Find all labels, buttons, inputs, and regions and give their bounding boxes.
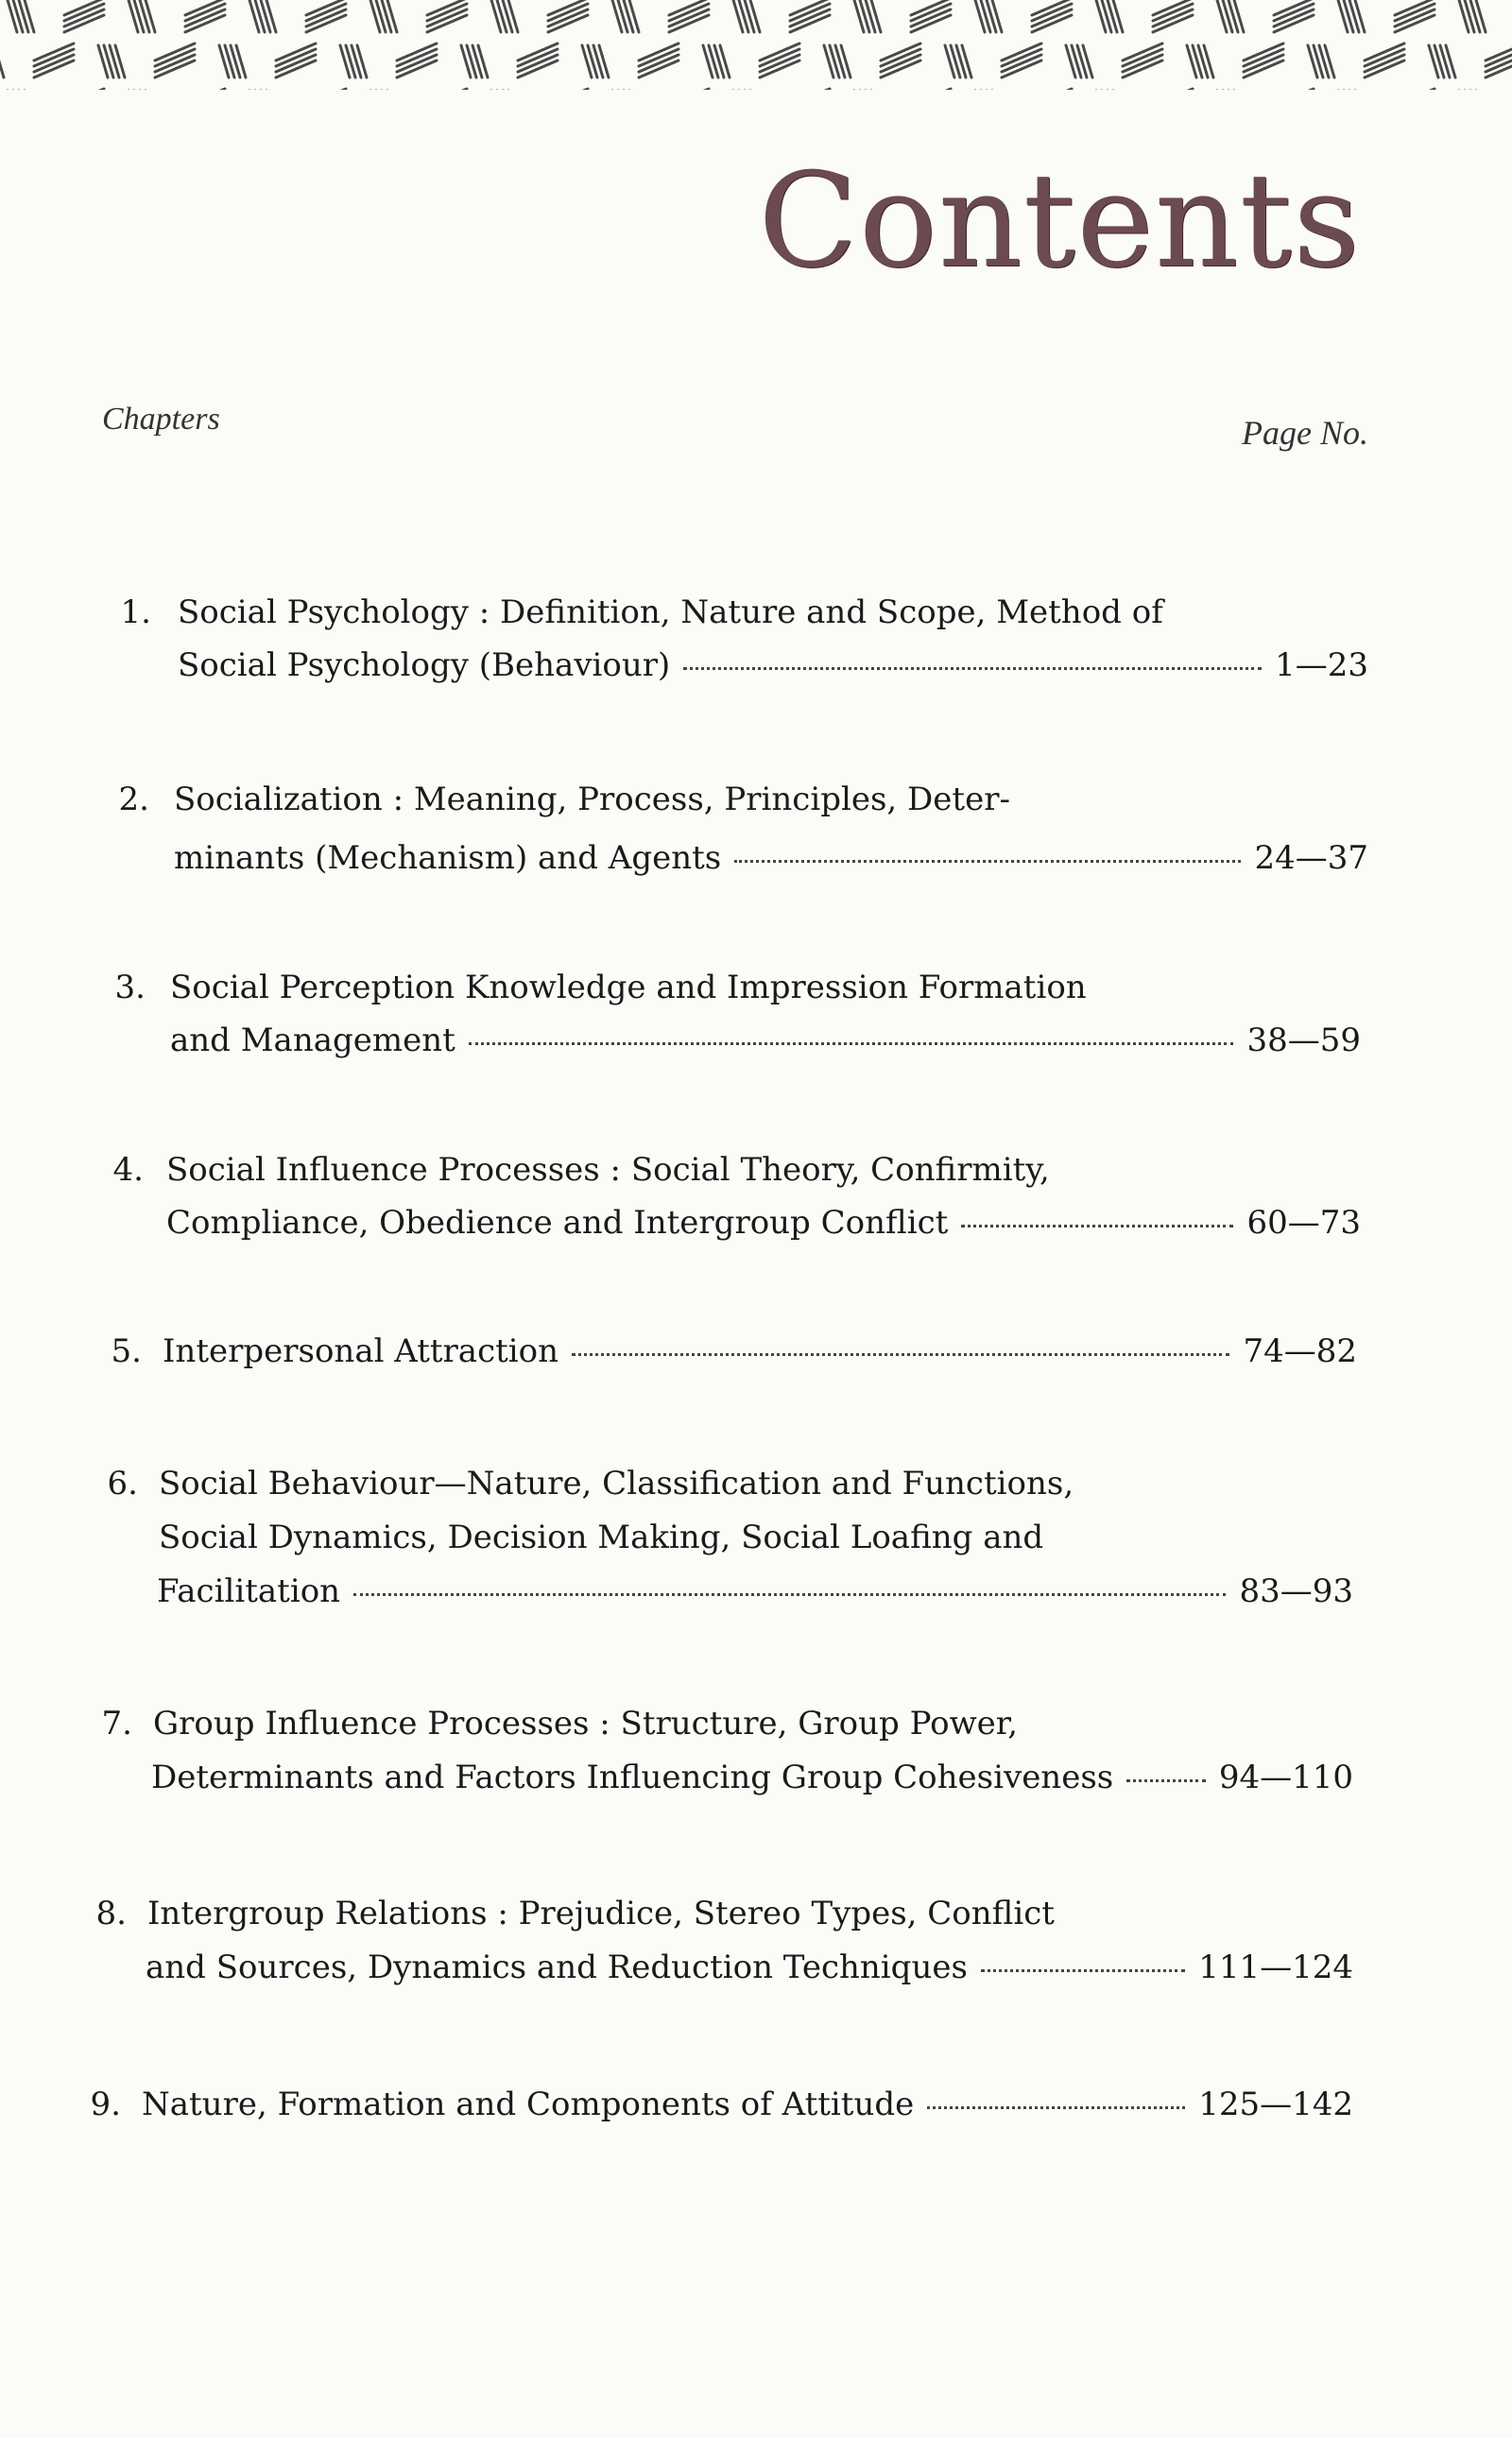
chapter-number: 8. [95,1895,127,1932]
page-range: 24—37 [1254,839,1368,877]
dot-leader [927,2106,1185,2109]
chapter-number: 2. [118,781,149,818]
chapter-title-line: minants (Mechanism) and Agents [174,839,722,877]
chapter-number: 4. [112,1151,144,1189]
chapter-title-line: Group Influence Processes : Structure, Group Power, [153,1705,1019,1743]
chapter-number: 1. [120,593,151,631]
chapter-number: 6. [107,1465,138,1502]
chapter-title-line: Compliance, Obedience and Intergroup Conflict [166,1204,949,1242]
dot-leader [1126,1779,1206,1782]
chapter-title-line: Socialization : Meaning, Process, Principles, Deter- [174,781,1010,818]
chapter-title-line: and Management [170,1022,455,1059]
chapter-title-line: Social Influence Processes : Social Theory, Confirmity, [166,1151,1050,1189]
chapter-title-line: Social Perception Knowledge and Impression Formation [170,969,1087,1006]
page-range: 83—93 [1239,1572,1353,1610]
dot-leader [981,1969,1185,1972]
chapter-number: 3. [114,969,146,1006]
chapter-title-line: Interpersonal Attraction [163,1332,559,1370]
chapter-number: 5. [111,1332,142,1370]
page-range: 38—59 [1246,1022,1361,1059]
page-range: 125—142 [1198,2086,1353,2123]
dot-leader [469,1042,1234,1045]
dot-leader [683,667,1262,670]
dot-leader [353,1593,1226,1596]
dot-leader [734,860,1241,863]
chapter-title-line: Intergroup Relations : Prejudice, Stereo Types, Conflict [147,1895,1055,1932]
chapter-title-line: Social Dynamics, Decision Making, Social Loafing and [159,1519,1044,1556]
dot-leader [572,1353,1229,1356]
dot-leader [961,1225,1233,1228]
page-range: 94—110 [1218,1759,1353,1796]
chapter-number: 9. [90,2086,121,2123]
chapter-title-line: and Sources, Dynamics and Reduction Techniques [146,1949,968,1986]
chapter-title-line: Social Psychology (Behaviour) [178,646,671,684]
chapter-title-line: Facilitation [157,1572,341,1610]
chapter-number: 7. [101,1705,132,1743]
chapter-title-line: Determinants and Factors Influencing Group Cohesiveness [151,1759,1114,1796]
page-range: 1—23 [1275,646,1368,684]
chapter-title-line: Social Behaviour—Nature, Classification and Functions, [159,1465,1074,1502]
decorative-hatch-banner [0,0,1512,142]
chapters-column-label: Chapters [102,402,220,437]
chapter-title-line: Nature, Formation and Components of Attitude [142,2086,915,2123]
chapter-title-line: Social Psychology : Definition, Nature and Scope, Method of [178,593,1163,631]
page-range: 111—124 [1198,1949,1353,1986]
page-title: Contents [758,145,1361,297]
page-number-column-label: Page No. [1242,414,1368,452]
page-range: 60—73 [1246,1204,1361,1242]
page-range: 74—82 [1243,1332,1357,1370]
